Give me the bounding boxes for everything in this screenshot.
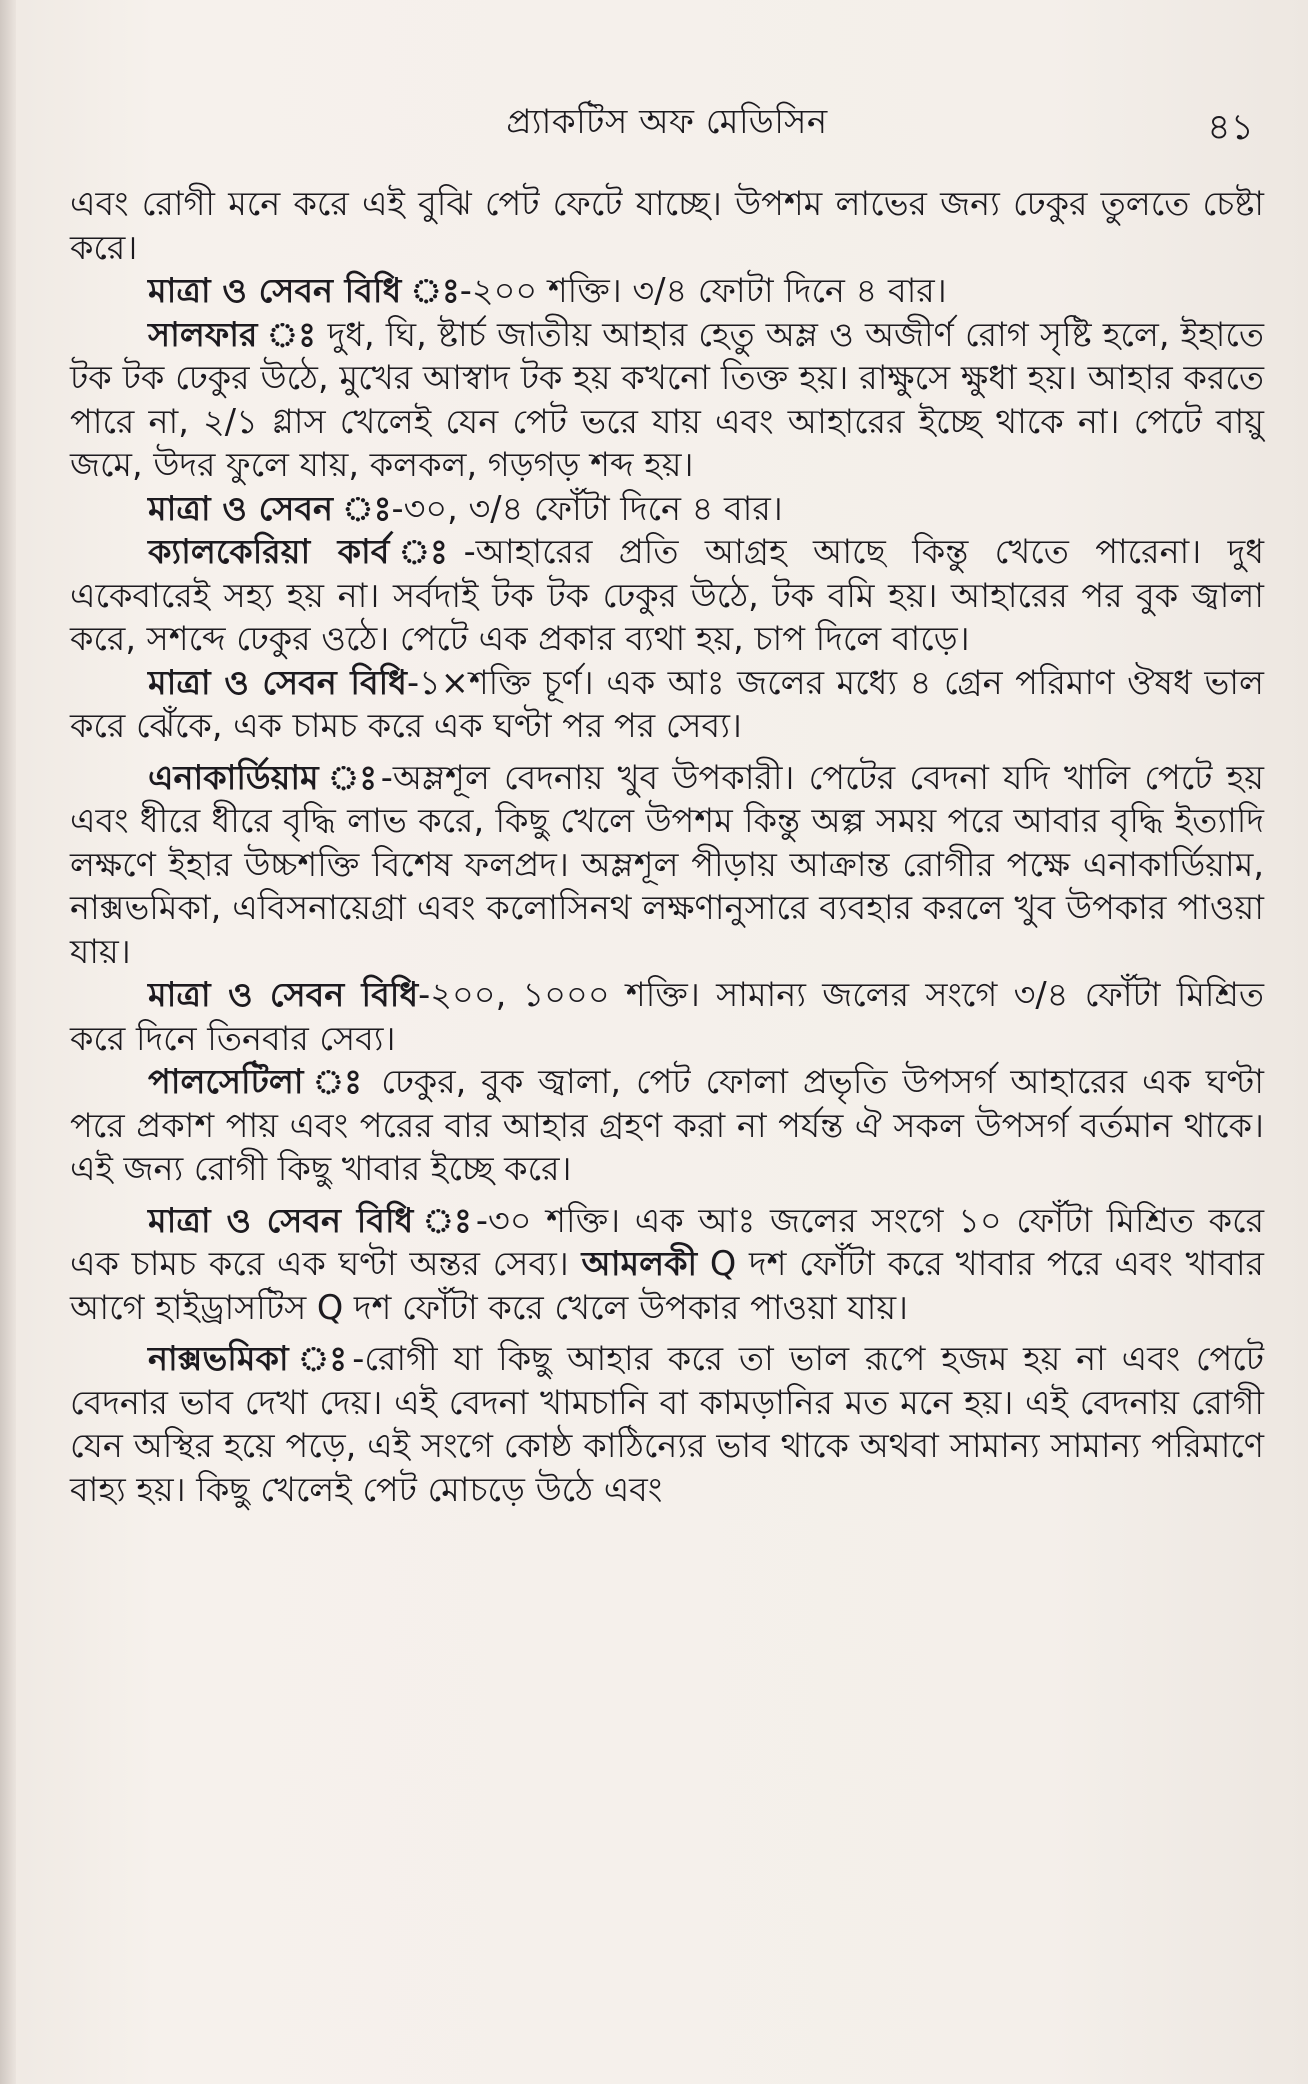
remedy-heading: পালসেটিলা ঃ <box>148 1062 367 1101</box>
paragraph-dosage: মাত্রা ও সেবন বিধি ঃ-২০০ শক্তি। ৩/৪ ফোটা দিনে ৪ বার। <box>148 271 947 310</box>
paragraph-remedy-anacardium: এনাকার্ডিয়াম ঃ-অম্লশূল বেদনায় খুব উপকারী। পেটের বেদনা যদি খালি পেটে হয় এবং ধীরে ধীরে বৃদ্ধি লাভ করে, কিছু খেলে উপশম কিন্তু অল্প সময় পরে আবার বৃদ্ধি ইত্যাদি লক্ষণে ইহার উচ্চশক্তি বিশেষ ফলপ্রদ। অম্লশূল পীড়ায় আক্রান্ত রোগীর পক্ষে এনাকার্ডিয়াম, নাক্সভমিকা, এবিসনায়েগ্রা এবং কলোসিনথ লক্ষণানুসারে ব্যবহার করলে খুব উপকার পাওয়া যায়। <box>70 757 1264 971</box>
paragraph-dosage: মাত্রা ও সেবন বিধি-১×শক্তি চূর্ণ। এক আঃ জলের মধ্যে ৪ গ্রেন পরিমাণ ঔষধ ভাল করে ঝেঁকে, এক চামচ করে এক ঘণ্টা পর পর সেব্য। <box>70 662 1264 745</box>
paragraph-dosage: মাত্রা ও সেবন বিধি-২০০, ১০০০ শক্তি। সামান্য জলের সংগে ৩/৪ ফোঁটা মিশ্রিত করে দিনে তিনবার সেব্য। <box>70 975 1264 1058</box>
remedy-heading: ক্যালকেরিয়া কার্ব ঃ <box>148 532 464 571</box>
dosage-heading: মাত্রা ও সেবন বিধি ঃ <box>148 271 460 310</box>
running-header <box>70 96 1264 158</box>
remedy-heading: নাক্সভমিকা ঃ <box>148 1339 353 1378</box>
dosage-heading: মাত্রা ও সেবন ঃ <box>148 488 392 528</box>
paragraph-remedy-sulphur: সালফার ঃ দুধ, ঘি, ষ্টার্চ জাতীয় আহার হেতু অম্ল ও অজীর্ণ রোগ সৃষ্টি হলে, ইহাতে টক টক ঢেকুর উঠে, মুখের আস্বাদ টক হয় কখনো তিক্ত হয়। রাক্ষুসে ক্ষুধা হয়। আহার করতে পারে না, ২/১ গ্লাস খেলেই যেন পেট ভরে যায় এবং আহারের ইচ্ছে থাকে না। পেটে বায়ু জমে, উদর ফুলে যায়, কলকল, গড়গড় শব্দ হয়। <box>70 314 1264 484</box>
remedy-heading: সালফার ঃ <box>148 314 317 354</box>
dosage-heading: মাত্রা ও সেবন বিধি ঃ <box>148 1200 476 1240</box>
paragraph-remedy-calc-carb: ক্যালকেরিয়া কার্ব ঃ-আহারের প্রতি আগ্রহ আছে কিন্তু খেতে পারেনা। দুধ একেবারেই সহ্য হয় না। সর্বদাই টক টক ঢেকুর উঠে, টক বমি হয়। আহারের পর বুক জ্বালা করে, সশব্দে ঢেকুর ওঠে। পেটে এক প্রকার ব্যথা হয়, চাপ দিলে বাড়ে। <box>70 532 1264 658</box>
page-number: ৪১ <box>1207 107 1254 148</box>
dosage-heading: মাত্রা ও সেবন বিধি <box>148 662 407 702</box>
paragraph-dosage: মাত্রা ও সেবন বিধি ঃ-৩০ শক্তি। এক আঃ জলের সংগে ১০ ফোঁটা মিশ্রিত করে এক চামচ করে এক ঘণ্টা অন্তর সেব্য। আমলকী Q দশ ফোঁটা করে খাবার পরে এবং খাবার আগে হাইড্রাসটিস Q দশ ফোঁটা করে খেলে উপকার পাওয়া যায়। <box>70 1200 1265 1327</box>
page-gutter <box>0 0 16 2084</box>
page-body <box>70 182 1264 1511</box>
dosage-heading: মাত্রা ও সেবন বিধি <box>148 975 419 1014</box>
paragraph-remedy-nux-vomica: নাক্সভমিকা ঃ-রোগী যা কিছু আহার করে তা ভাল রূপে হজম হয় না এবং পেটে বেদনার ভাব দেখা দেয়। এই বেদনা খামচানি বা কামড়ানির মত মনে হয়। এই বেদনায় রোগী যেন অস্থির হয়ে পড়ে, এই সংগে কোষ্ঠ কাঠিন্যের ভাব থাকে অথবা সামান্য সামান্য পরিমাণে বাহ্য হয়। কিছু খেলেই পেট মোচড়ে উঠে এবং <box>70 1339 1264 1509</box>
running-title: প্র্যাকটিস অফ মেডিসিন <box>506 102 828 142</box>
paragraph: এবং রোগী মনে করে এই বুঝি পেট ফেটে যাচ্ছে। উপশম লাভের জন্য ঢেকুর তুলতে চেষ্টা করে। <box>70 184 1264 267</box>
paragraph-remedy-pulsatilla: পালসেটিলা ঃ ঢেকুর, বুক জ্বালা, পেট ফোলা প্রভৃতি উপসর্গ আহারের এক ঘণ্টা পরে প্রকাশ পায় এবং পরের বার আহার গ্রহণ করা না পর্যন্ত ঐ সকল উপসর্গ বর্তমান থাকে। এই জন্য রোগী কিছু খাবার ইচ্ছে করে। <box>70 1062 1264 1188</box>
remedy-heading: এনাকার্ডিয়াম ঃ <box>148 757 381 797</box>
paragraph-dosage: মাত্রা ও সেবন ঃ-৩০, ৩/৪ ফোঁটা দিনে ৪ বার। <box>148 488 783 528</box>
remedy-inline-heading: আমলকী <box>581 1244 698 1283</box>
